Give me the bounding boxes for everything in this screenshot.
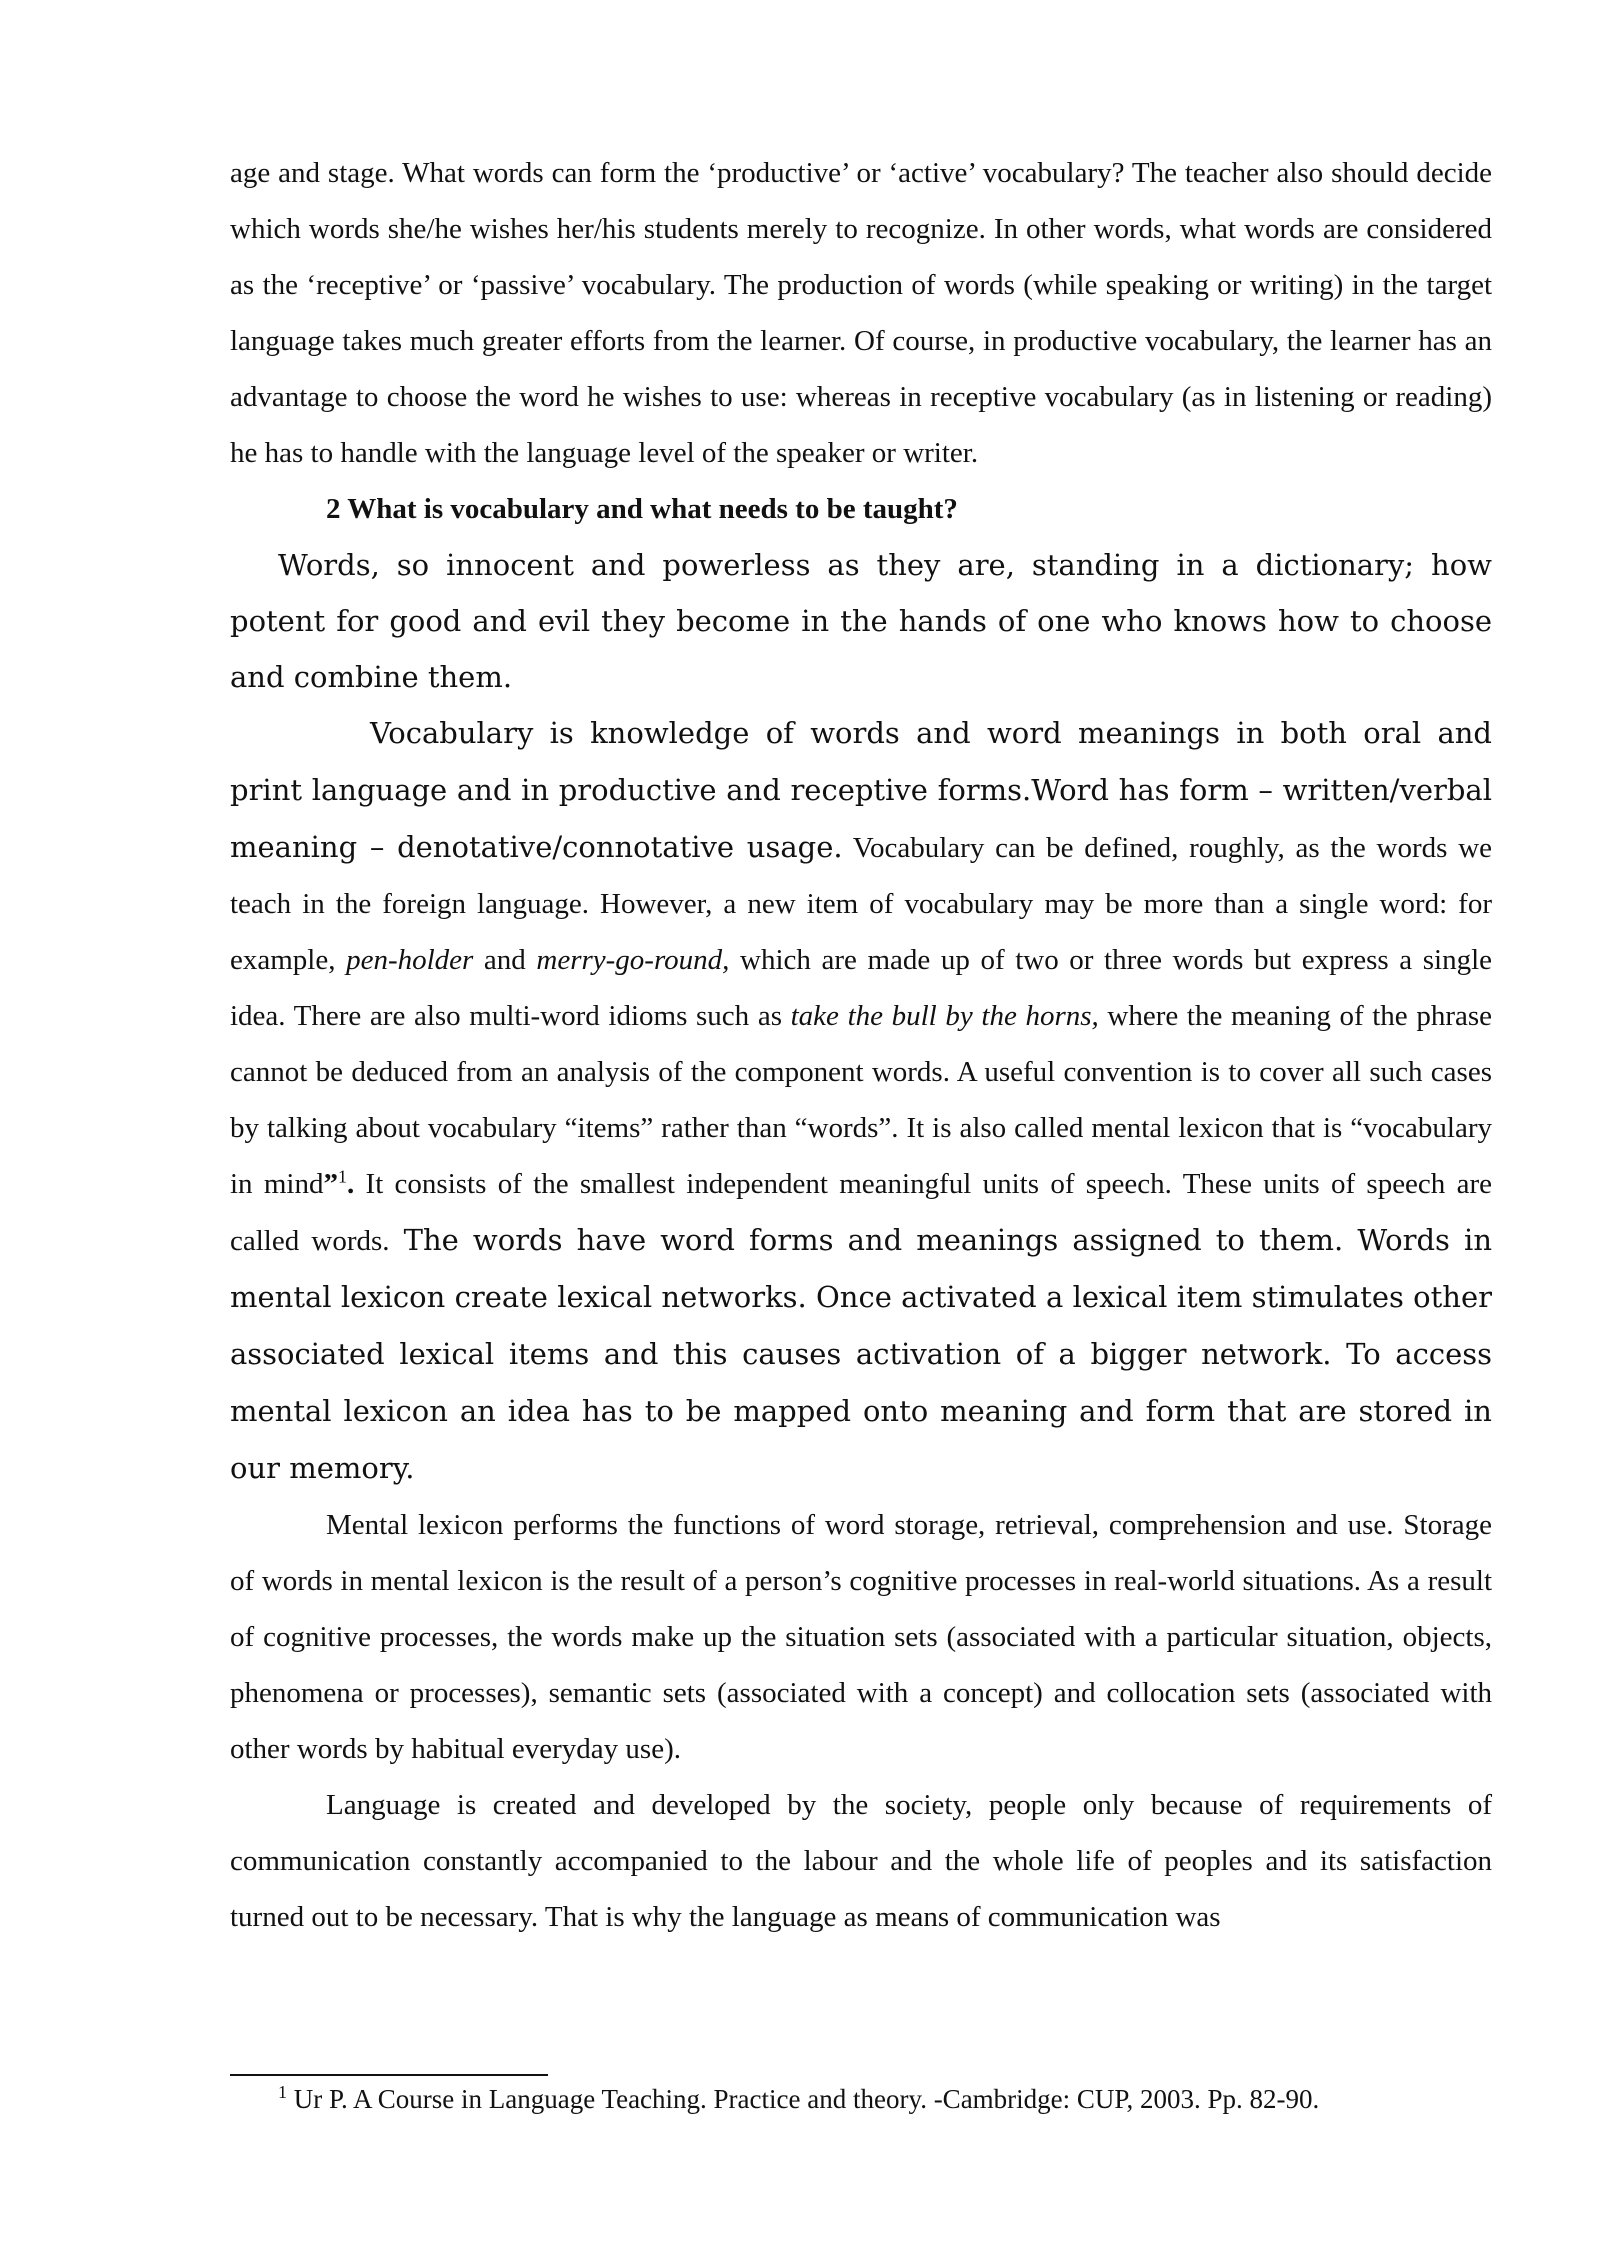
bold-period: .	[346, 1168, 355, 1200]
footnote	[230, 2080, 1492, 2118]
example-merry-go-round: merry-go-round,	[536, 944, 730, 976]
definition-text-b: Vocabulary can be defined, roughly, as the words we teach in the foreign language. However, a new item of vocabulary may be more than a single word: for example,	[230, 832, 1493, 976]
example-pen-holder: pen-holder	[346, 944, 474, 976]
section-heading: 2 What is vocabulary and what needs to be taught?	[326, 493, 958, 525]
definition-text-f: It consists of the smallest independent meaningful units of speech. These units of speech are called words.	[230, 1168, 1493, 1257]
paragraph-language-society: Language is created and developed by the society, people only because of requirements of communication constantly accompanied to the labour and the whole life of peoples and its satisfaction turned out to be necessary. That is why the language as means of communication was	[230, 1789, 1492, 1933]
definition-text-e: where the meaning of the phrase cannot be deduced from an analysis of the component words. A useful convention is to cover all such cases by talking about vocabulary “items” rather than “words”. It is also called mental lexicon that is “vocabulary in mind	[230, 1000, 1493, 1200]
paragraph-vocabulary-definition	[230, 705, 1492, 1497]
example-idiom: take the bull by the horns,	[790, 1000, 1099, 1032]
definition-text-g: The words have word forms and meanings assigned to them. Words in mental lexicon create lexical networks. Once activated a lexical item stimulates other associated lexical items and this causes activation of a bigger network. To access mental lexicon an idea has to be mapped onto meaning and form that are stored in our memory.	[230, 1223, 1492, 1485]
definition-text-c: and	[473, 944, 537, 976]
body-text	[230, 145, 1492, 1945]
footnote-number: 1	[278, 2082, 287, 2102]
paragraph-mental-lexicon: Mental lexicon performs the functions of word storage, retrieval, comprehension and use. Storage of words in mental lexicon is the result of a person’s cognitive processes in real-world situations. As a result of cognitive processes, the words make up the situation sets (associated with a particular situation, objects, phenomena or processes), semantic sets (associated with a concept) and collocation sets (associated with other words by habitual everyday use).	[230, 1509, 1492, 1765]
footnote-reference[interactable]: 1	[337, 1166, 347, 1187]
closing-quote: ”	[323, 1168, 338, 1200]
epigraph-quote: Words, so innocent and powerless as they are, standing in a dictionary; how potent for good and evil they become in the hands of one who knows how to choose and combine them.	[230, 548, 1492, 694]
footnote-separator	[230, 2074, 548, 2076]
paragraph-vocabulary-types: age and stage. What words can form the ‘productive’ or ‘active’ vocabulary? The teacher also should decide which words she/he wishes her/his students merely to recognize. In other words, what words are considered as the ‘receptive’ or ‘passive’ vocabulary. The production of words (while speaking or writing) in the target language takes much greater efforts from the learner. Of course, in productive vocabulary, the learner has an advantage to choose the word he wishes to use: whereas in receptive vocabulary (as in listening or reading) he has to handle with the language level of the speaker or writer.	[230, 157, 1492, 469]
footnote-text: Ur P. A Course in Language Teaching. Practice and theory. -Cambridge: CUP, 2003. Pp. 82-90.	[287, 2084, 1320, 2114]
definition-text-d: which are made up of two or three words but express a single idea. There are also multi-word idioms such as	[230, 944, 1493, 1032]
definition-sentence: Vocabulary is knowledge of words and word meanings in both oral and print language and in productive and receptive forms.Word has form – written/verbal meaning – denotative/connotative usage.	[230, 716, 1492, 864]
